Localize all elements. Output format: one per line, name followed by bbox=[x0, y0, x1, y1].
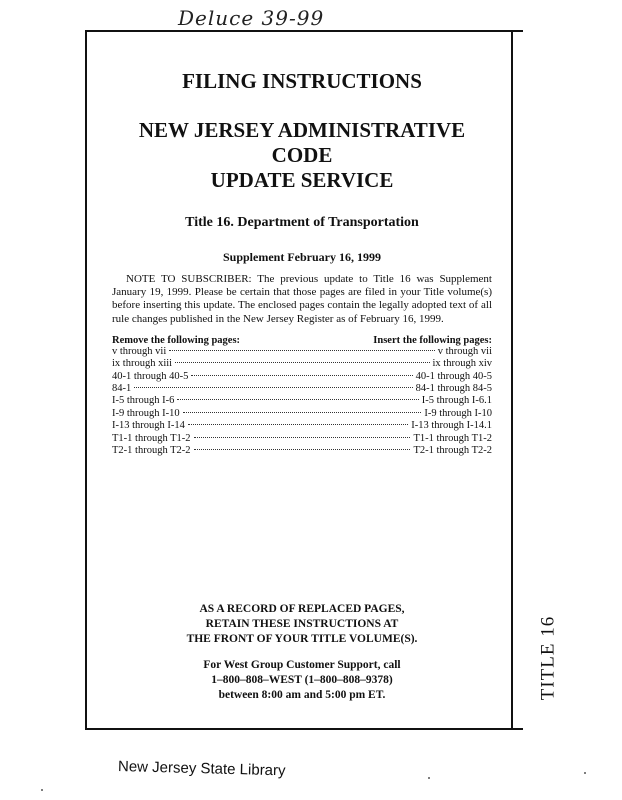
code-title-line-1: NEW JERSEY ADMINISTRATIVE CODE bbox=[138, 118, 466, 167]
document-body bbox=[112, 30, 492, 457]
dot-leader bbox=[194, 437, 411, 438]
supplement-date: Supplement February 16, 1999 bbox=[222, 250, 381, 264]
insert-cell: T1-1 through T1-2 bbox=[413, 432, 492, 444]
side-tab-text: TITLE 16 bbox=[537, 615, 559, 701]
library-stamp: New Jersey State Library bbox=[117, 758, 286, 780]
insert-cell: ix through xiv bbox=[432, 358, 492, 370]
dot-leader bbox=[169, 350, 435, 351]
dot-leader bbox=[194, 449, 411, 450]
insert-cell: I-13 through I-14.1 bbox=[411, 420, 492, 432]
document-title: FILING INSTRUCTIONS bbox=[182, 69, 422, 93]
insert-cell: T2-1 through T2-2 bbox=[413, 445, 492, 457]
tab-divider-tick-top bbox=[511, 30, 521, 32]
record-notice-line-1: AS A RECORD OF REPLACED PAGES, bbox=[199, 603, 405, 615]
support-line-1: For West Group Customer Support, call bbox=[203, 659, 401, 671]
side-tab-label bbox=[528, 608, 568, 708]
insert-cell: 40-1 through 40-5 bbox=[415, 370, 492, 382]
scan-speck bbox=[41, 789, 43, 791]
dot-leader bbox=[183, 412, 422, 413]
dot-leader bbox=[177, 399, 418, 400]
remove-cell: T2-1 through T2-2 bbox=[112, 445, 191, 457]
insert-cell: I-5 through I-6.1 bbox=[421, 395, 492, 407]
insert-cell: v through vii bbox=[437, 345, 492, 357]
remove-cell: 84-1 bbox=[112, 383, 132, 395]
record-notice-line-3: THE FRONT OF YOUR TITLE VOLUME(S). bbox=[186, 633, 418, 645]
tab-divider-tick-bottom bbox=[511, 728, 521, 730]
dot-leader bbox=[191, 375, 412, 376]
support-hours: between 8:00 am and 5:00 pm ET. bbox=[218, 689, 386, 701]
remove-cell: I-5 through I-6 bbox=[112, 395, 175, 407]
dot-leader bbox=[175, 362, 429, 363]
table-row bbox=[112, 346, 492, 358]
remove-pages-header: Remove the following pages: bbox=[112, 334, 241, 346]
code-title-line-2: UPDATE SERVICE bbox=[210, 168, 394, 192]
remove-cell: v through vii bbox=[112, 345, 167, 357]
pages-table bbox=[112, 346, 492, 458]
scan-speck bbox=[584, 772, 586, 774]
dot-leader bbox=[134, 387, 412, 388]
table-row bbox=[112, 371, 492, 383]
remove-cell: ix through xiii bbox=[112, 358, 173, 370]
remove-cell: I-9 through I-10 bbox=[112, 407, 180, 419]
dot-leader bbox=[188, 424, 408, 425]
scan-speck bbox=[428, 777, 430, 779]
department-heading: Title 16. Department of Transportation bbox=[185, 215, 419, 230]
code-title bbox=[112, 118, 492, 193]
tab-divider-line bbox=[511, 30, 513, 730]
table-row bbox=[112, 445, 492, 457]
record-notice-line-2: RETAIN THESE INSTRUCTIONS AT bbox=[205, 618, 399, 630]
pages-table-header bbox=[112, 335, 492, 346]
subscriber-note: NOTE TO SUBSCRIBER: The previous update to Title 16 was Supplement January 19, 1999. Please be certain that those pages are filed in your Title volume(s) before inserting this update. The enclosed pages contain the legally adopted text of all rule changes published in the New Jersey Register as of February 16, 1999. bbox=[112, 273, 492, 325]
customer-support-info bbox=[112, 658, 492, 703]
table-row bbox=[112, 408, 492, 420]
remove-cell: I-13 through I-14 bbox=[112, 420, 185, 432]
insert-cell: I-9 through I-10 bbox=[424, 407, 492, 419]
table-row bbox=[112, 420, 492, 432]
insert-cell: 84-1 through 84-5 bbox=[415, 383, 492, 395]
support-phone: 1–800–808–WEST (1–800–808–9378) bbox=[211, 674, 393, 686]
table-row bbox=[112, 358, 492, 370]
handwritten-annotation: Deluce 39-99 bbox=[178, 6, 325, 30]
insert-pages-header: Insert the following pages: bbox=[373, 334, 492, 346]
record-notice bbox=[112, 602, 492, 647]
remove-cell: 40-1 through 40-5 bbox=[112, 370, 189, 382]
table-row bbox=[112, 383, 492, 395]
table-row bbox=[112, 395, 492, 407]
table-row bbox=[112, 433, 492, 445]
remove-cell: T1-1 through T1-2 bbox=[112, 432, 191, 444]
